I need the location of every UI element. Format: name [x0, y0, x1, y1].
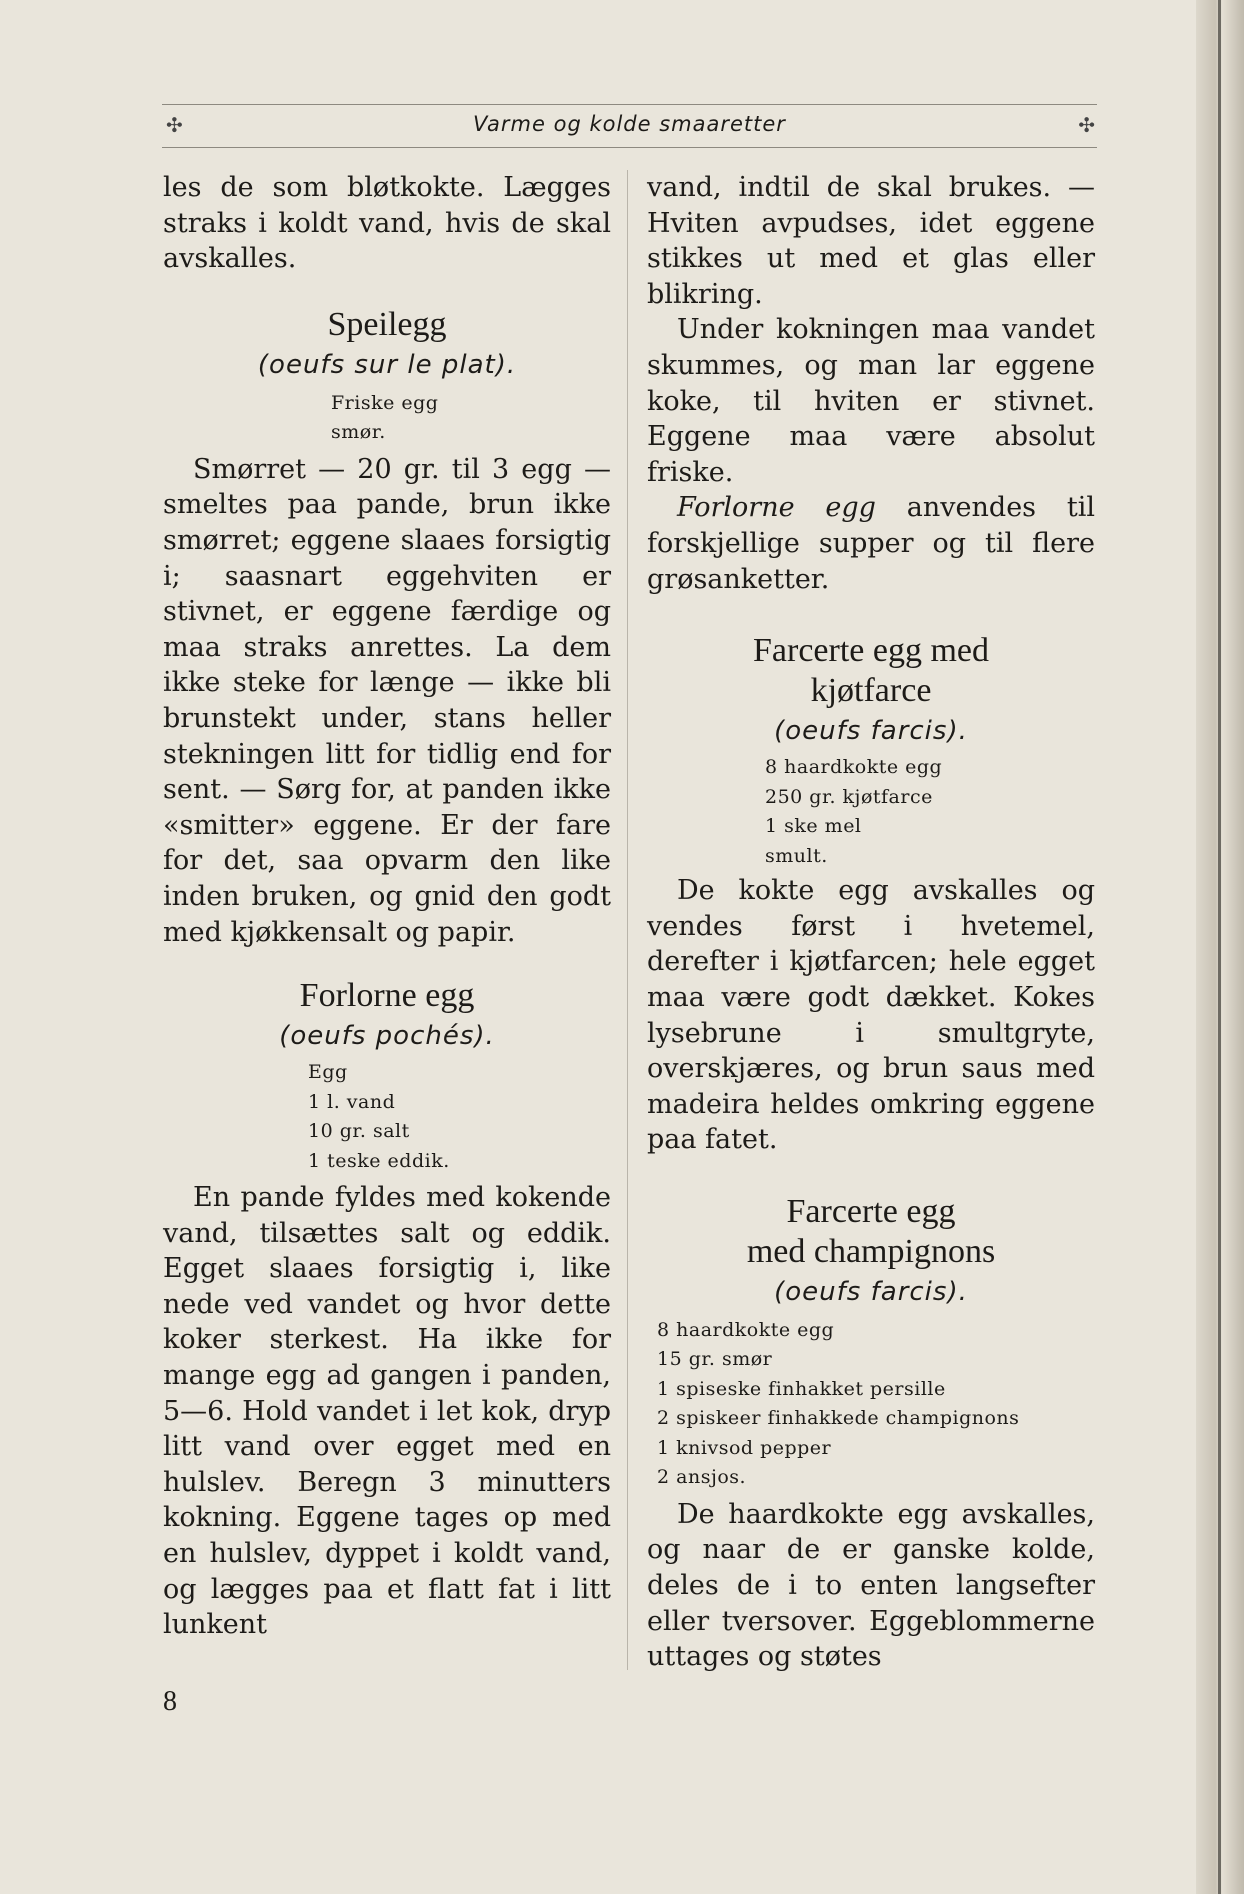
column-divider — [627, 170, 628, 1670]
recipe-text-champignons: De haardkokte egg avskalles, og naar de er ganske kolde, deles de i to enten langsefter eller tversover. Eggeblommerne uttages og støtes — [647, 1498, 1095, 1673]
usage-paragraph — [647, 490, 1095, 597]
recipe-text-forlorne: En pande fyldes med kokende vand, tilsættes salt og eddik. Egget slaaes forsigtig i, like nede ved vandet og hvor dette koker sterkest. Ha ikke for mange egg ad gangen i panden, 5—6. Hold vandet i let kok, dryp litt vand over egget med en hulslev. Beregn 3 minutters kokning. Eggene tages op med en hulslev, dyppet i koldt vand, og lægges paa et flatt fat i litt lunkent — [163, 1182, 611, 1641]
usage-emphasis: Forlorne egg — [677, 492, 876, 524]
ingredient-item: smult. — [765, 844, 828, 867]
ornament-right-icon: ✣ — [1078, 113, 1095, 137]
skimming-paragraph: Under kokningen maa vandet skummes, og man lar eggene koke, til hviten er stivnet. Eggene maa være absolut friske. — [647, 314, 1095, 488]
continued-paragraph: vand, indtil de skal brukes. — Hviten avpudses, idet eggene stikkes ut med et glas eller blikring. — [647, 172, 1095, 310]
recipe-text-kjotfarce: De kokte egg avskalles og vendes først i hvetemel, derefter i kjøtfarcen; hele egget maa være godt dækket. Kokes lysebrune i smultgryte, overskjæres, og brun saus med madeira heldes omkring eggene paa fatet. — [647, 875, 1095, 1156]
usage-rest: anvendes til forskjellige supper og til flere grøsanketter. — [647, 492, 1095, 595]
ingredient-item: 1 teske eddik. — [308, 1149, 450, 1172]
right-column — [647, 170, 1095, 1675]
ingredient-item: Friske egg — [331, 391, 439, 414]
recipe-title-kjotfarce-line2: kjøtfarce — [810, 672, 932, 710]
binding-line — [1218, 0, 1221, 1894]
ingredient-list-speilegg — [163, 389, 611, 448]
ornament-left-icon: ✣ — [166, 113, 183, 137]
ingredient-list-kjotfarce — [647, 753, 1095, 871]
ingredient-item: 1 knivsod pepper — [657, 1436, 832, 1459]
ingredient-list-forlorne — [163, 1058, 611, 1176]
recipe-title-champignons-line1: Farcerte egg — [786, 1192, 956, 1230]
ingredient-item: Egg — [308, 1061, 348, 1084]
recipe-title-forlorne: Forlorne egg — [299, 977, 475, 1015]
recipe-title-kjotfarce-line1: Farcerte egg med — [753, 632, 989, 670]
ingredient-item: 1 l. vand — [308, 1090, 396, 1113]
ingredient-list-champignons — [647, 1316, 1095, 1493]
intro-paragraph: les de som bløtkokte. Lægges straks i koldt vand, hvis de skal avskalles. — [163, 172, 611, 275]
ingredient-item: 15 gr. smør — [657, 1348, 773, 1371]
ingredient-item: 1 ske mel — [765, 815, 862, 838]
ingredient-item: 2 ansjos. — [657, 1466, 747, 1489]
ingredient-item: 2 spiskeer finhakkede champignons — [657, 1407, 1020, 1430]
recipe-title-champignons-line2: med champignons — [746, 1232, 996, 1270]
recipe-subtitle-forlorne: (oeufs pochés). — [279, 1021, 495, 1052]
ingredient-item: 1 spiseske finhakket persille — [657, 1377, 946, 1400]
ingredient-item: smør. — [331, 421, 386, 444]
ingredient-item: 250 gr. kjøtfarce — [765, 785, 933, 808]
recipe-subtitle-champignons: (oeufs farcis). — [774, 1276, 968, 1307]
ingredient-item: 10 gr. salt — [308, 1120, 410, 1143]
ingredient-item: 8 haardkokte egg — [765, 756, 943, 779]
running-header — [162, 104, 1097, 148]
left-column — [163, 170, 611, 1643]
recipe-subtitle-speilegg: (oeufs sur le plat). — [257, 349, 517, 380]
recipe-subtitle-kjotfarce: (oeufs farcis). — [774, 716, 968, 747]
running-title: Varme og kolde smaaretter — [473, 112, 786, 136]
page-number: 8 — [163, 1686, 177, 1717]
recipe-title-speilegg: Speilegg — [327, 305, 447, 343]
ingredient-item: 8 haardkokte egg — [657, 1318, 835, 1341]
recipe-text-speilegg: Smørret — 20 gr. til 3 egg — smeltes paa pande, brun ikke smørret; eggene slaaes forsigtig i; saasnart eggehviten er stivnet, er eggene færdige og maa straks anrettes. La dem ikke steke for længe — ikke bli brunstekt under, stans heller stekningen litt for tidlig end for sent. — Sørg for, at panden ikke «smitter» eggene. Er der fare for det, saa opvarm den like inden bruken, og gnid den godt med kjøkkensalt og papir. — [163, 453, 611, 948]
